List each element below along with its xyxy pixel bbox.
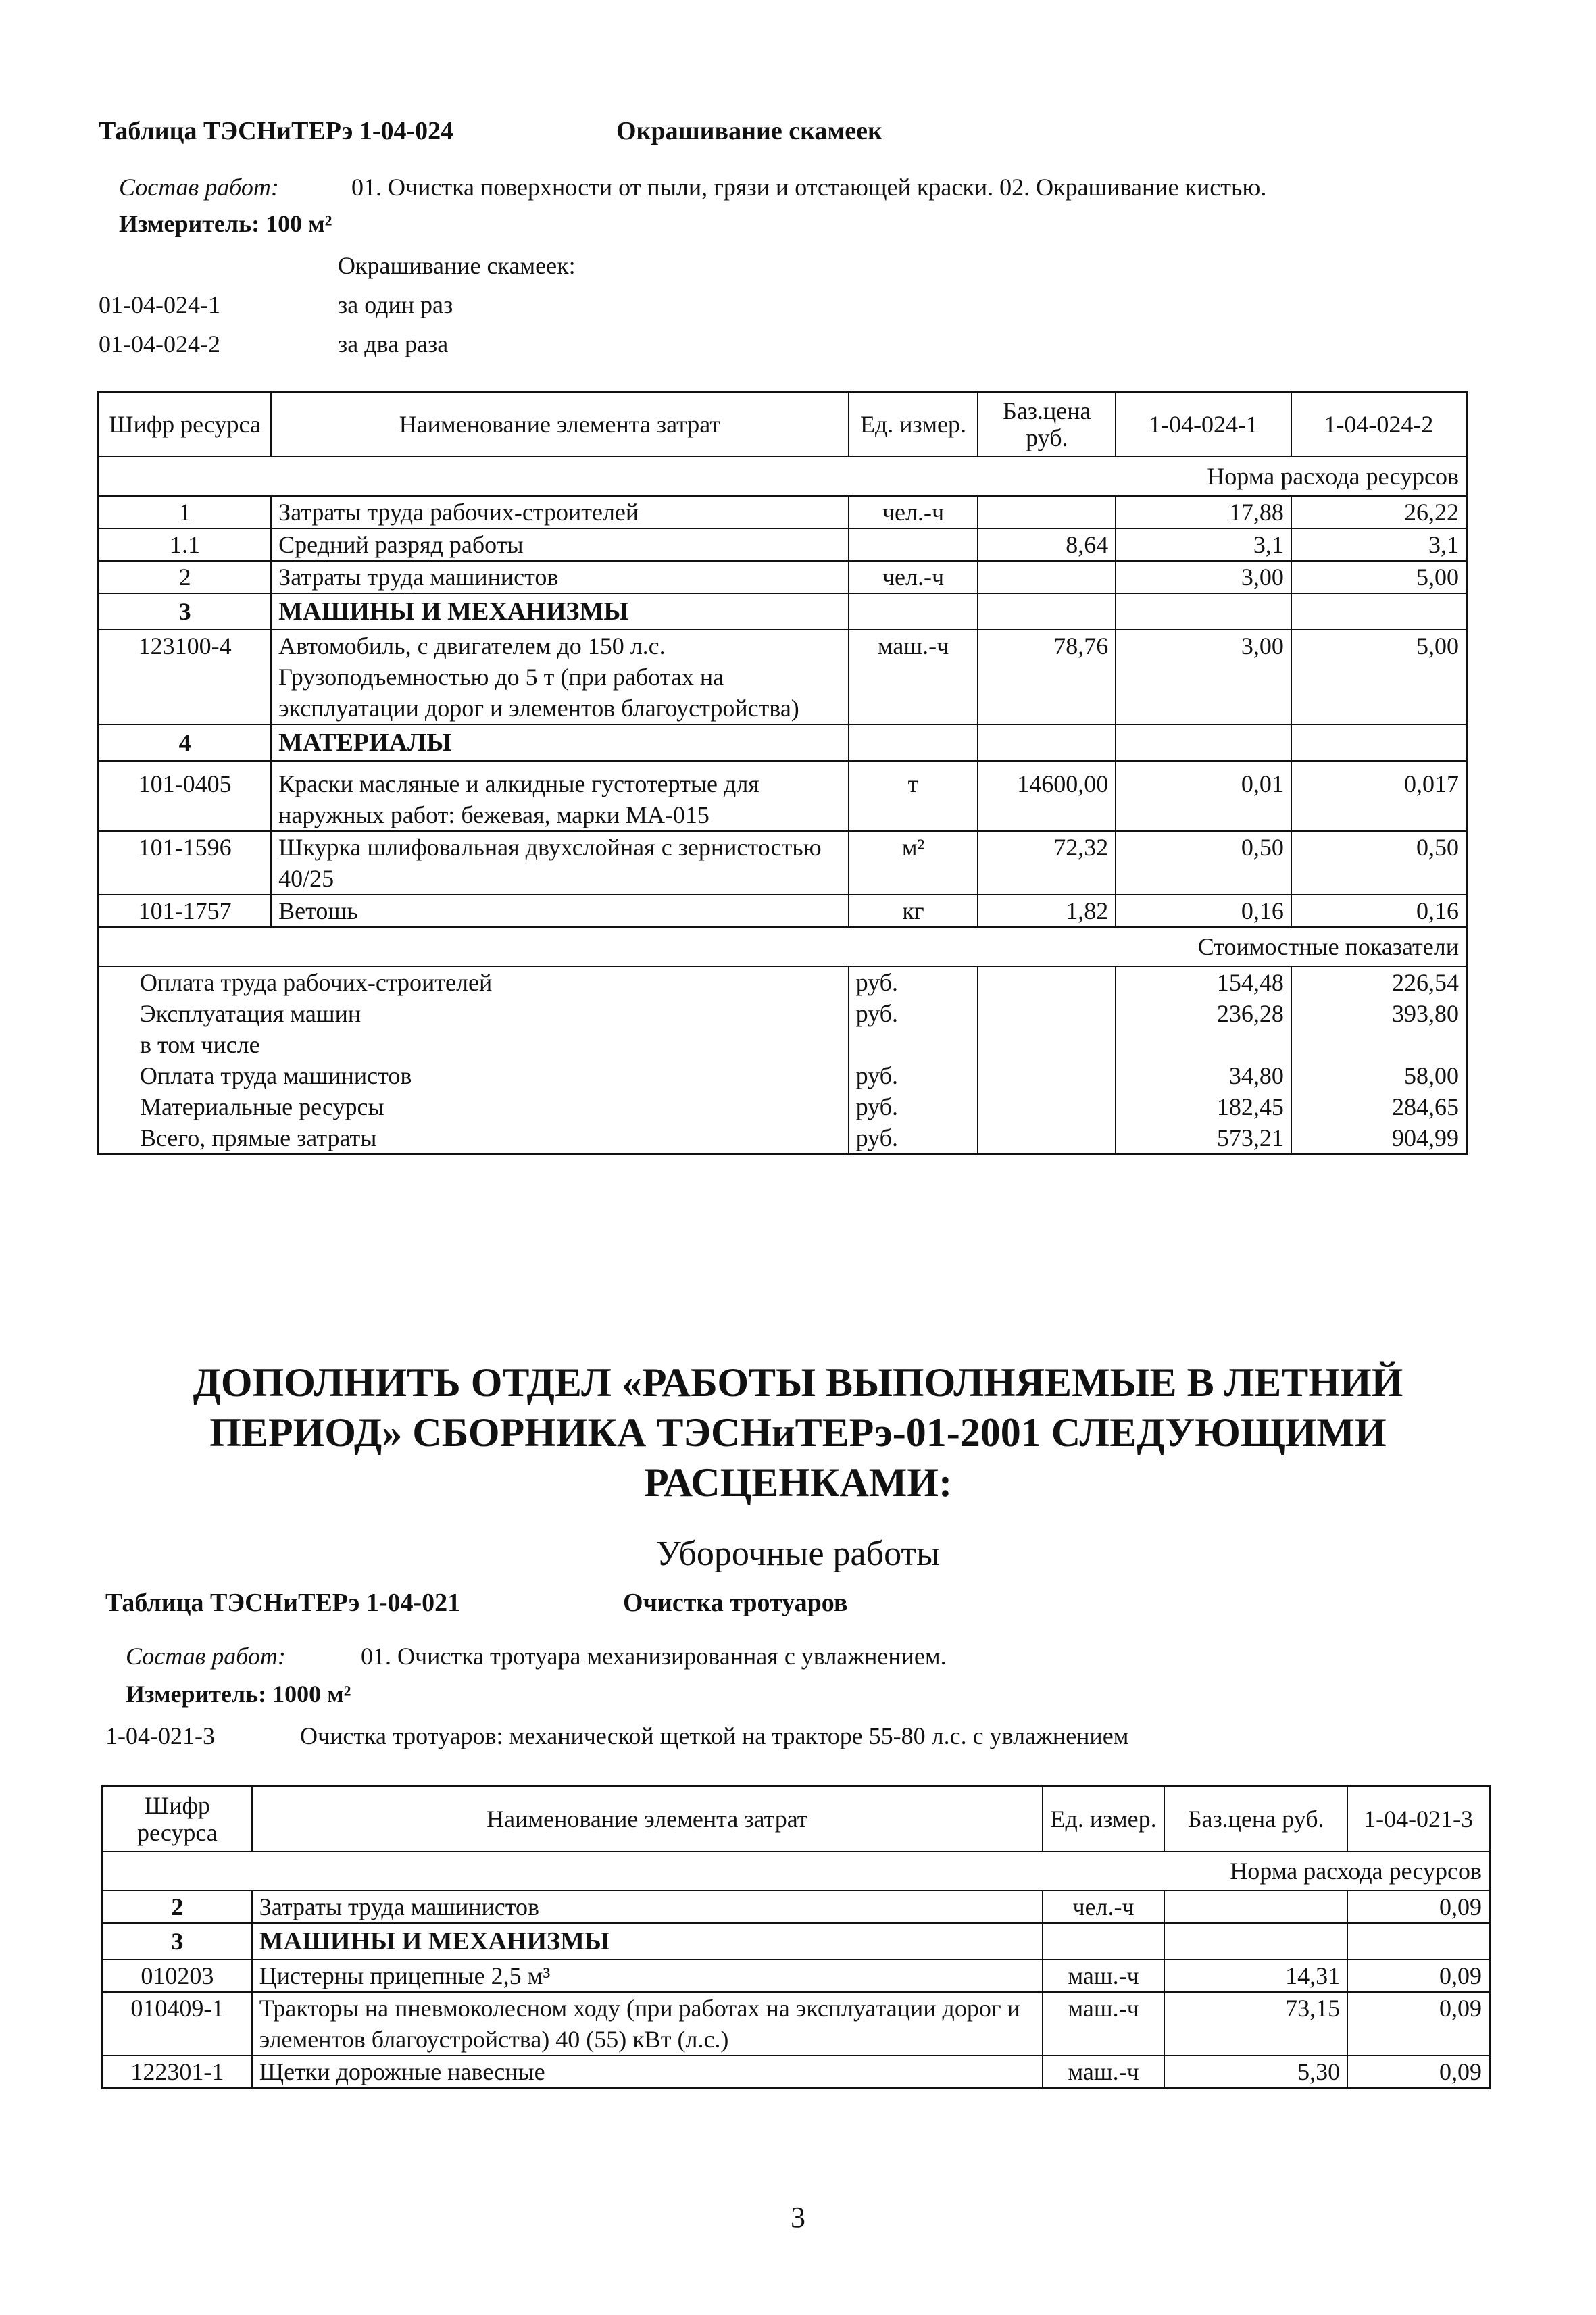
row-code: 010203 [103, 1960, 252, 1992]
cost-row [99, 1091, 1467, 1122]
table-row [103, 1992, 1490, 2056]
header-name: Наименование элемента затрат [252, 1787, 1043, 1851]
cost-unit: руб. [849, 966, 978, 998]
table-row-group [99, 724, 1467, 761]
page-number: 3 [791, 2201, 805, 2234]
row-price: 14600,00 [978, 761, 1116, 831]
table-row [103, 2056, 1490, 2089]
row-v2: 0,16 [1291, 895, 1467, 927]
row-unit: чел.-ч [849, 496, 978, 528]
cost-v1: 34,80 [1116, 1060, 1291, 1091]
cost-v2: 226,54 [1291, 966, 1467, 998]
cost-v1: 236,28 [1116, 998, 1291, 1029]
row-unit: м² [849, 831, 978, 895]
heading-line-3: РАСЦЕНКАМИ: [643, 1460, 953, 1505]
cost-v1: 154,48 [1116, 966, 1291, 998]
work-text-1: 01. Очистка поверхности от пыли, грязи и отстающей краски. 02. Окрашивание кистью. [351, 174, 1267, 201]
row-v1: 0,09 [1347, 1992, 1489, 2056]
resources-table-2 [101, 1785, 1491, 2089]
header-name: Наименование элемента затрат [271, 392, 848, 457]
code-2-text: Очистка тротуаров: механической щеткой на тракторе 55-80 л.с. с увлажнением [300, 1722, 1129, 1749]
group-code: 4 [99, 724, 272, 761]
row-v1: 0,09 [1347, 2056, 1489, 2089]
table-row [103, 1891, 1490, 1923]
cost-v2: 904,99 [1291, 1122, 1467, 1155]
row-unit: т [849, 761, 978, 831]
group-code: 3 [103, 1923, 252, 1960]
table-title-1: Окрашивание скамеек [616, 117, 882, 145]
code-2: 1-04-021-3 [105, 1722, 215, 1749]
row-v2: 0,017 [1291, 761, 1467, 831]
table-row [99, 496, 1467, 528]
row-name: Ветошь [271, 895, 848, 927]
row-v1: 0,50 [1116, 831, 1291, 895]
row-code: 010409-1 [103, 1992, 252, 2056]
heading-line-2: ПЕРИОД» СБОРНИКА ТЭСНиТЕРэ-01-2001 СЛЕДУЮЩИМИ [209, 1410, 1387, 1455]
cost-unit: руб. [849, 1060, 978, 1091]
row-v1: 0,09 [1347, 1960, 1489, 1992]
row-code: 1 [99, 496, 272, 528]
header-col1: 1-04-021-3 [1347, 1787, 1489, 1851]
header-col2: 1-04-024-2 [1291, 392, 1467, 457]
row-code: 1.1 [99, 528, 272, 561]
row-unit: чел.-ч [1043, 1891, 1164, 1923]
group-name: МАТЕРИАЛЫ [271, 724, 848, 761]
norm-row [103, 1851, 1490, 1891]
table-1-header-row [99, 392, 1467, 457]
row-name: Автомобиль, с двигателем до 150 л.с. Грузоподъемностью до 5 т (при работах на эксплуатации дорог и элементов благоустройства) [271, 630, 848, 724]
row-v1: 0,16 [1116, 895, 1291, 927]
table-row [103, 1960, 1490, 1992]
row-v1: 0,01 [1116, 761, 1291, 831]
row-code: 122301-1 [103, 2056, 252, 2089]
table-code-2: Таблица ТЭСНиТЕРэ 1-04-021 [105, 1589, 461, 1617]
row-v1: 3,1 [1116, 528, 1291, 561]
cost-name: Всего, прямые затраты [99, 1122, 849, 1155]
cost-v2: 58,00 [1291, 1060, 1467, 1091]
header-code: Шифр ресурса [103, 1787, 252, 1851]
row-unit: кг [849, 895, 978, 927]
row-price: 78,76 [978, 630, 1116, 724]
cost-v2: 284,65 [1291, 1091, 1467, 1122]
cost-row [99, 1029, 1467, 1060]
cost-name: Оплата труда рабочих-строителей [99, 966, 849, 998]
row-unit [849, 528, 978, 561]
row-name: Средний разряд работы [271, 528, 848, 561]
row-name: Затраты труда машинистов [252, 1891, 1043, 1923]
row-price: 73,15 [1164, 1992, 1347, 2056]
header-unit: Ед. измер. [849, 392, 978, 457]
cost-name: Оплата труда машинистов [99, 1060, 849, 1091]
row-price [978, 496, 1116, 528]
row-unit: маш.-ч [849, 630, 978, 724]
table-row [99, 561, 1467, 593]
row-code: 2 [103, 1891, 252, 1923]
measure-1: Измеритель: 100 м² [119, 210, 332, 237]
header-code: Шифр ресурса [99, 392, 272, 457]
cost-name: Материальные ресурсы [99, 1091, 849, 1122]
cost-label-row [99, 927, 1467, 966]
row-unit: маш.-ч [1043, 2056, 1164, 2089]
row-name: Тракторы на пневмоколесном ходу (при работах на эксплуатации дорог и элементов благоустройства) 40 (55) кВт (л.с.) [252, 1992, 1043, 2056]
header-price: Баз.цена руб. [1164, 1787, 1347, 1851]
row-code: 123100-4 [99, 630, 272, 724]
cost-unit: руб. [849, 1091, 978, 1122]
row-name: Щетки дорожные навесные [252, 2056, 1043, 2089]
table-code-1: Таблица ТЭСНиТЕРэ 1-04-024 [99, 117, 454, 145]
table-row-group [99, 593, 1467, 630]
work-label-1: Состав работ: [119, 174, 279, 201]
table-row [99, 761, 1467, 831]
norm-label: Норма расхода ресурсов [99, 457, 1467, 496]
cost-v2: 393,80 [1291, 998, 1467, 1029]
cost-name: в том числе [99, 1029, 849, 1060]
row-name: Краски масляные и алкидные густотертые для наружных работ: бежевая, марки МА-015 [271, 761, 848, 831]
row-price: 72,32 [978, 831, 1116, 895]
norm-label: Норма расхода ресурсов [103, 1851, 1490, 1891]
row-price: 5,30 [1164, 2056, 1347, 2089]
row-code: 101-1596 [99, 831, 272, 895]
row-v2: 3,1 [1291, 528, 1467, 561]
row-name: Цистерны прицепные 2,5 м³ [252, 1960, 1043, 1992]
group-name: МАШИНЫ И МЕХАНИЗМЫ [252, 1923, 1043, 1960]
work-text-2: 01. Очистка тротуара механизированная с увлажнением. [361, 1643, 947, 1670]
cost-unit: руб. [849, 1122, 978, 1155]
row-v2: 26,22 [1291, 496, 1467, 528]
group-title-1: Окрашивание скамеек: [338, 252, 576, 279]
row-v2: 0,50 [1291, 831, 1467, 895]
cost-v1: 182,45 [1116, 1091, 1291, 1122]
row-price [1164, 1891, 1347, 1923]
row-unit: маш.-ч [1043, 1992, 1164, 2056]
cost-unit: руб. [849, 998, 978, 1029]
row-v1: 3,00 [1116, 630, 1291, 724]
row-unit: чел.-ч [849, 561, 978, 593]
code-1-2-text: за два раза [338, 330, 449, 357]
row-code: 101-1757 [99, 895, 272, 927]
header-col1: 1-04-024-1 [1116, 392, 1291, 457]
row-price: 8,64 [978, 528, 1116, 561]
header-price: Баз.цена руб. [978, 392, 1116, 457]
row-unit: маш.-ч [1043, 1960, 1164, 1992]
cost-row [99, 966, 1467, 998]
section-subtitle: Уборочные работы [655, 1535, 941, 1573]
row-name: Затраты труда рабочих-строителей [271, 496, 848, 528]
table-title-2: Очистка тротуаров [623, 1589, 848, 1617]
code-1-1-text: за один раз [338, 291, 453, 318]
group-name: МАШИНЫ И МЕХАНИЗМЫ [271, 593, 848, 630]
row-name: Шкурка шлифовальная двухслойная с зернистостью 40/25 [271, 831, 848, 895]
row-price: 1,82 [978, 895, 1116, 927]
row-v1: 0,09 [1347, 1891, 1489, 1923]
row-code: 2 [99, 561, 272, 593]
cost-v1: 573,21 [1116, 1122, 1291, 1155]
heading-line-1: ДОПОЛНИТЬ ОТДЕЛ «РАБОТЫ ВЫПОЛНЯЕМЫЕ В ЛЕТНИЙ [193, 1360, 1403, 1405]
row-v2: 5,00 [1291, 561, 1467, 593]
cost-row [99, 998, 1467, 1029]
code-1-1: 01-04-024-1 [99, 291, 220, 318]
cost-row [99, 1122, 1467, 1155]
table-row [99, 630, 1467, 724]
cost-label: Стоимостные показатели [99, 927, 1467, 966]
header-unit: Ед. измер. [1043, 1787, 1164, 1851]
row-code: 101-0405 [99, 761, 272, 831]
table-row [99, 831, 1467, 895]
work-label-2: Состав работ: [126, 1643, 286, 1670]
table-row [99, 895, 1467, 927]
row-price: 14,31 [1164, 1960, 1347, 1992]
row-price [978, 561, 1116, 593]
cost-row [99, 1060, 1467, 1091]
row-name: Затраты труда машинистов [271, 561, 848, 593]
resources-table-1 [97, 391, 1468, 1155]
code-1-2: 01-04-024-2 [99, 330, 220, 357]
norm-row [99, 457, 1467, 496]
table-row [99, 528, 1467, 561]
cost-name: Эксплуатация машин [99, 998, 849, 1029]
table-2-header-row [103, 1787, 1490, 1851]
table-row-group [103, 1923, 1490, 1960]
row-v1: 17,88 [1116, 496, 1291, 528]
row-v1: 3,00 [1116, 561, 1291, 593]
row-v2: 5,00 [1291, 630, 1467, 724]
measure-2: Измеритель: 1000 м² [126, 1681, 351, 1708]
group-code: 3 [99, 593, 272, 630]
